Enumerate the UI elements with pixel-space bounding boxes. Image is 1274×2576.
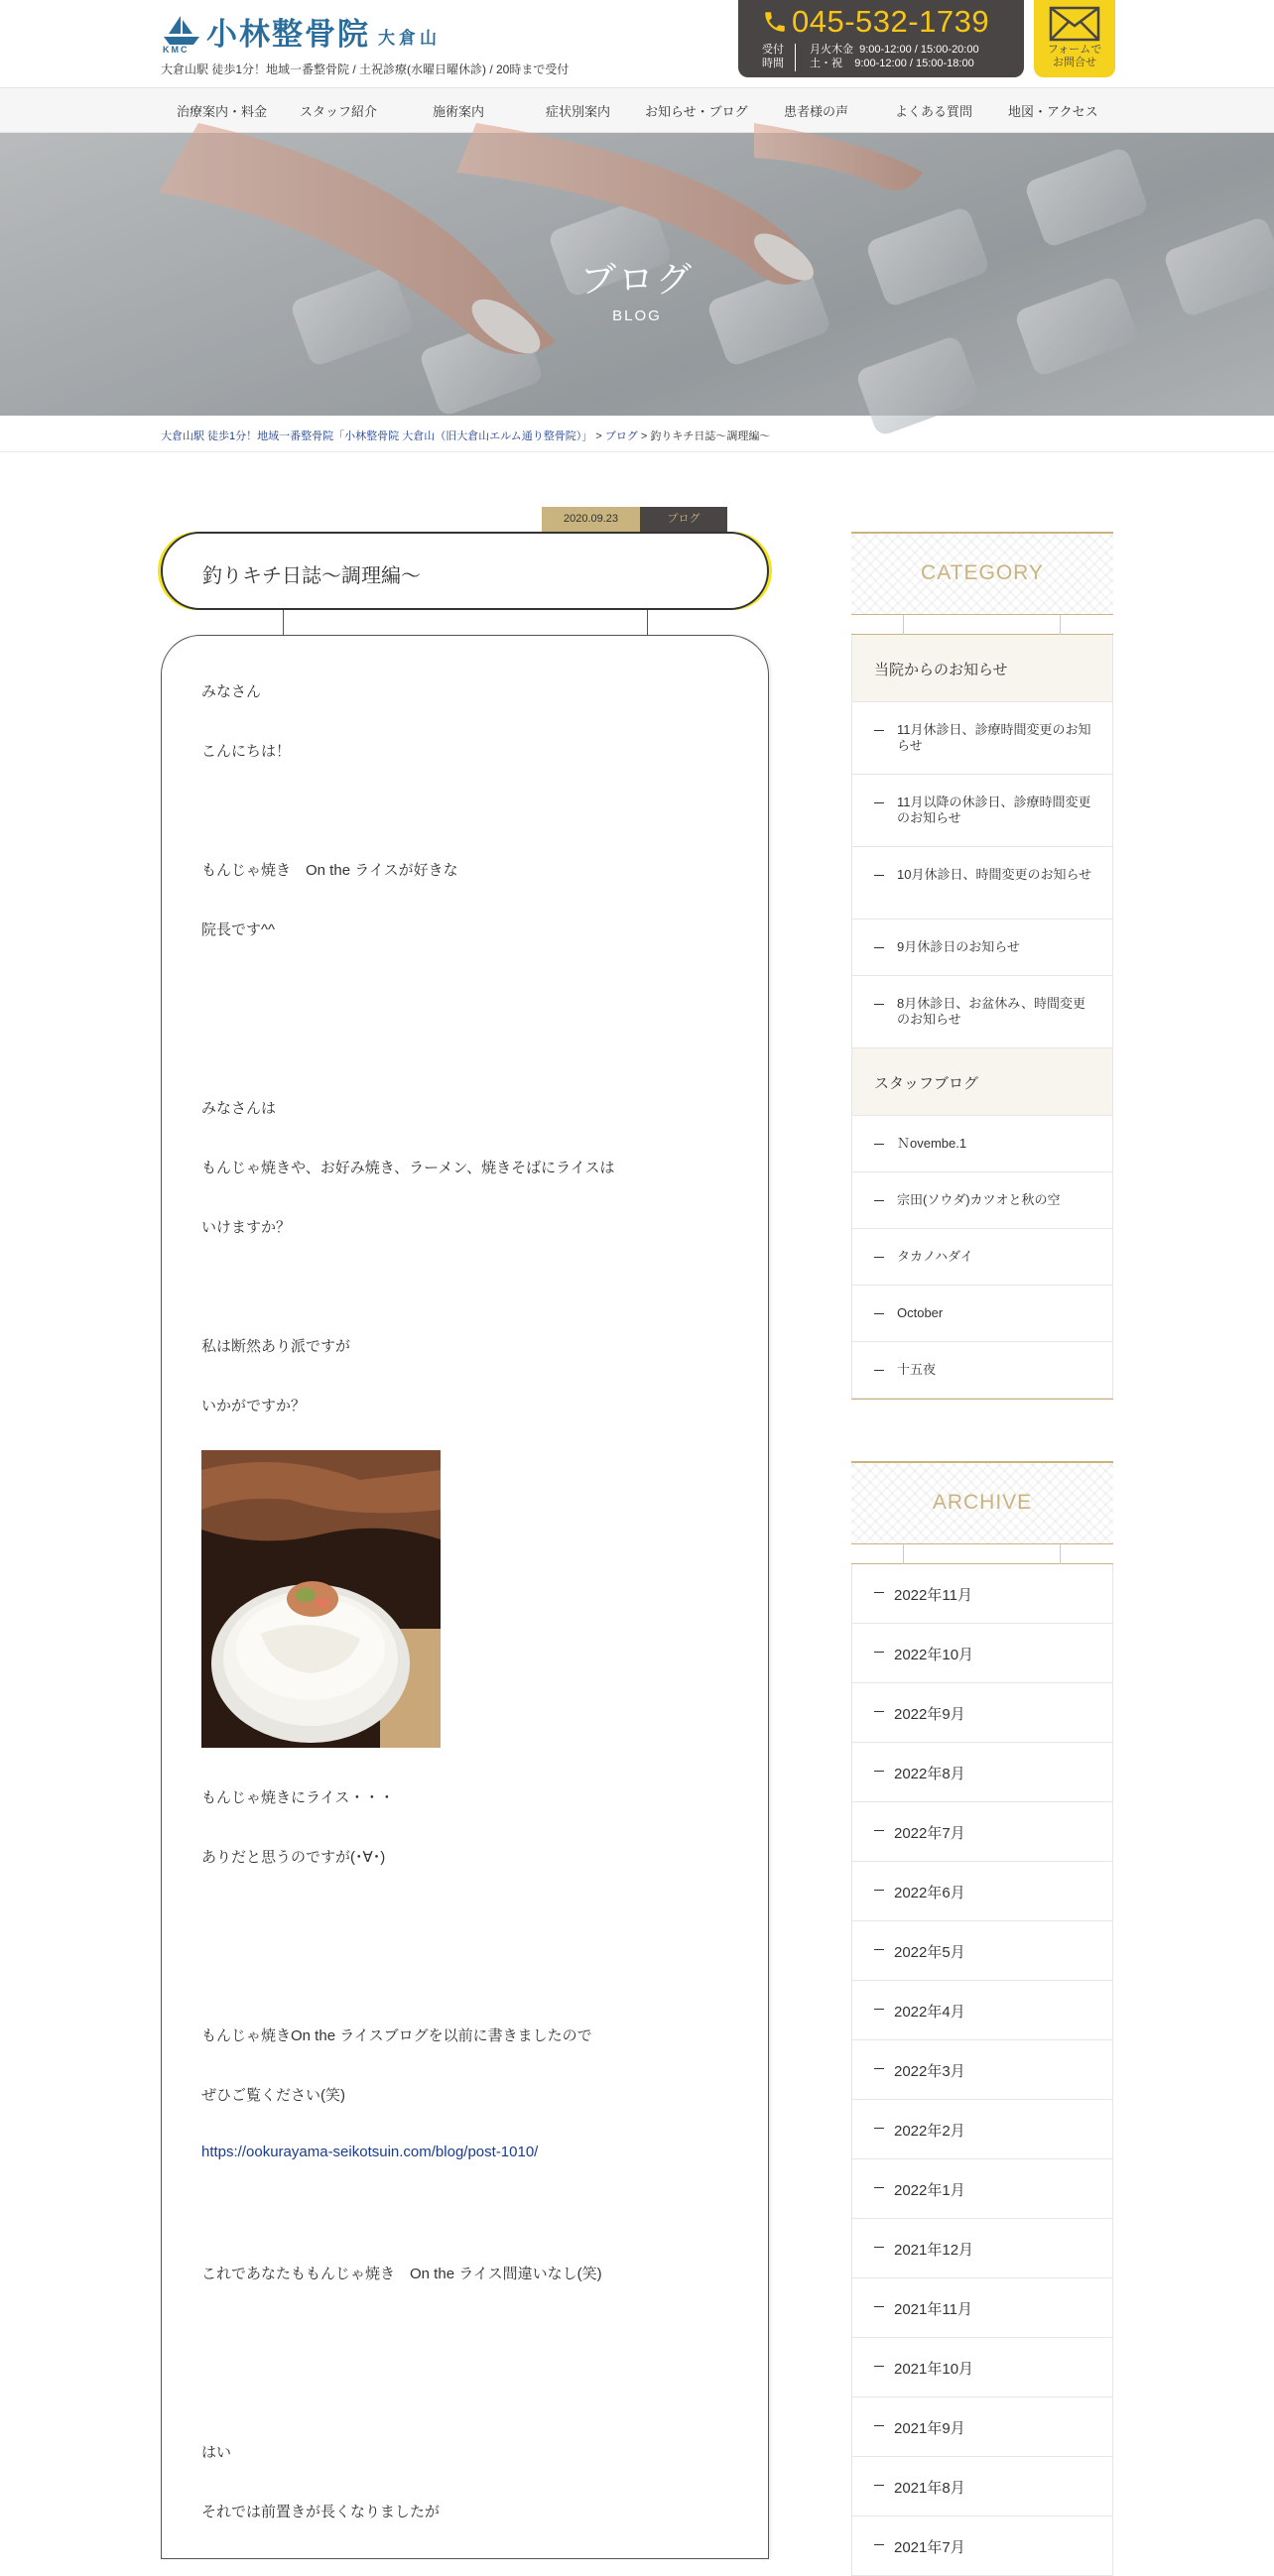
- archive-month-item[interactable]: [851, 2278, 1113, 2338]
- archive-month-label: 2021年8月: [894, 2480, 965, 2497]
- post-paragraph: 私は断然あり派ですが: [201, 1338, 351, 1355]
- archive-month-label: 2021年10月: [894, 2361, 974, 2378]
- archive-heading-underline: [851, 1544, 1113, 1564]
- category-post-item[interactable]: [851, 1342, 1113, 1399]
- phone-icon: [762, 9, 788, 35]
- archive-month-label: 2021年12月: [894, 2242, 974, 2259]
- archive-month-label: 2021年11月: [894, 2301, 972, 2318]
- category-post-item[interactable]: [851, 1229, 1113, 1286]
- category-post-title: Ｎovembe.1: [897, 1136, 967, 1151]
- title-connector-right: [647, 610, 648, 636]
- post-blog-link[interactable]: https://ookurayama-seikotsuin.com/blog/post-1010/: [201, 2144, 539, 2160]
- hours-label-2: 時間: [762, 58, 784, 69]
- hours-weekend: 土・祝 9:00-12:00 / 15:00-18:00: [810, 58, 974, 69]
- archive-month-item[interactable]: [851, 1743, 1113, 1802]
- archive-heading-box: [851, 1461, 1113, 1544]
- post-paragraph: ありだと思うのですが(･∀･): [201, 1849, 386, 1866]
- mail-icon: [1049, 6, 1100, 42]
- archive-month-label: 2021年9月: [894, 2420, 965, 2437]
- category-group-label: 当院からのお知らせ: [874, 662, 1008, 678]
- nav-item-symptoms[interactable]: 症状別案内: [546, 104, 611, 119]
- category-post-title: 10月休診日、時間変更のお知らせ: [897, 867, 1092, 882]
- form-label-2: お問合せ: [1053, 57, 1096, 68]
- logo-name: 小林整骨院: [206, 17, 370, 52]
- hours-label: [760, 43, 786, 70]
- phone-number: 045-532-1739: [792, 4, 990, 39]
- nav-item-staff[interactable]: スタッフ紹介: [300, 104, 378, 119]
- post-body: [161, 635, 769, 2559]
- category-post-item[interactable]: [851, 775, 1113, 847]
- archive-month-item[interactable]: [851, 2516, 1113, 2576]
- category-heading: CATEGORY: [921, 561, 1044, 584]
- archive-month-item[interactable]: [851, 2457, 1113, 2516]
- archive-month-label: 2022年4月: [894, 2004, 965, 2021]
- archive-month-item[interactable]: [851, 1981, 1113, 2040]
- archive-month-label: 2022年11月: [894, 1587, 972, 1604]
- post-paragraph: みなさん: [201, 683, 262, 700]
- archive-month-label: 2022年9月: [894, 1706, 965, 1723]
- category-post-title: 宗田(ソウダ)カツオと秋の空: [897, 1192, 1061, 1207]
- category-post-item[interactable]: [851, 976, 1113, 1048]
- category-group-clinic-news[interactable]: [851, 635, 1113, 702]
- archive-month-label: 2022年1月: [894, 2182, 965, 2199]
- category-post-item[interactable]: [851, 702, 1113, 775]
- archive-month-item[interactable]: [851, 1921, 1113, 1981]
- archive-month-label: 2022年7月: [894, 1825, 965, 1842]
- post-paragraph: もんじゃ焼き On the ライスが好きな: [201, 862, 458, 879]
- archive-heading: ARCHIVE: [932, 1491, 1033, 1514]
- post-paragraph: みなさんは: [201, 1100, 277, 1117]
- breadcrumb-divider: [0, 451, 1274, 452]
- category-group-label: スタッフブログ: [874, 1075, 979, 1092]
- category-post-title: 十五夜: [897, 1362, 937, 1377]
- archive-month-item[interactable]: [851, 1802, 1113, 1862]
- archive-month-label: 2022年8月: [894, 1766, 965, 1782]
- post-category[interactable]: ブログ: [640, 507, 727, 532]
- post-paragraph: こんにちは！: [201, 743, 292, 760]
- archive-month-item[interactable]: [851, 1624, 1113, 1683]
- page-subtitle: BLOG: [612, 307, 662, 324]
- site-logo[interactable]: [161, 12, 441, 54]
- archive-month-label: 2022年6月: [894, 1885, 965, 1901]
- post-title: 釣りキチ日誌～調理編～: [202, 565, 421, 587]
- post-paragraph: それでは前置きが長くなりましたが: [201, 2504, 441, 2520]
- hours-weekday: 月火木金 9:00-12:00 / 15:00-20:00: [810, 44, 979, 56]
- breadcrumb-blog[interactable]: ブログ: [604, 430, 638, 442]
- category-post-title: 11月休診日、診療時間変更のお知らせ: [897, 722, 1091, 753]
- phone-contact-box[interactable]: [738, 0, 1024, 77]
- archive-month-item[interactable]: [851, 1683, 1113, 1743]
- nav-item-news-blog[interactable]: お知らせ・ブログ: [645, 104, 748, 119]
- archive-month-label: 2022年3月: [894, 2063, 965, 2080]
- category-group-staff-blog[interactable]: [851, 1048, 1113, 1116]
- breadcrumb-current: 釣りキチ日誌～調理編～: [650, 430, 771, 442]
- post-paragraph: はい: [201, 2444, 232, 2461]
- post-paragraph: ぜひご覧ください(笑): [201, 2087, 345, 2104]
- nav-item-treatment[interactable]: 治療案内・料金: [177, 104, 268, 119]
- archive-month-label: 2022年10月: [894, 1647, 974, 1663]
- breadcrumb-separator: >: [595, 430, 605, 442]
- category-heading-box: [851, 532, 1113, 615]
- archive-month-item[interactable]: [851, 2338, 1113, 2397]
- archive-month-item[interactable]: [851, 2397, 1113, 2457]
- contact-form-button[interactable]: [1034, 0, 1115, 77]
- category-post-item[interactable]: [851, 1116, 1113, 1172]
- category-post-title: 8月休診日、お盆休み、時間変更のお知らせ: [897, 996, 1086, 1027]
- phone-number-link[interactable]: [762, 4, 989, 40]
- archive-month-item[interactable]: [851, 2159, 1113, 2219]
- breadcrumb: [161, 428, 770, 443]
- category-post-title: October: [897, 1305, 944, 1320]
- breadcrumb-separator: >: [640, 430, 651, 442]
- nav-item-services[interactable]: 施術案内: [433, 104, 485, 119]
- monjayaki-rice-photo: [201, 1450, 441, 1748]
- title-connector-left: [283, 610, 284, 636]
- archive-month-item[interactable]: [851, 1564, 1113, 1624]
- category-bottom-rule: [851, 1399, 1113, 1400]
- archive-month-item[interactable]: [851, 2219, 1113, 2278]
- sidebar-archive: [851, 1461, 1113, 2576]
- category-heading-underline: [851, 615, 1113, 635]
- archive-month-item[interactable]: [851, 2100, 1113, 2159]
- logo-location: 大倉山: [378, 29, 441, 48]
- archive-month-label: 2021年7月: [894, 2539, 965, 2556]
- sidebar-category: [851, 532, 1113, 1400]
- category-post-title: タカノハダイ: [897, 1249, 973, 1264]
- category-post-title: 11月以降の休診日、診療時間変更のお知らせ: [897, 795, 1091, 825]
- nav-item-testimonials[interactable]: 患者様の声: [784, 104, 849, 119]
- archive-month-item[interactable]: [851, 2040, 1113, 2100]
- hours-divider: [795, 44, 796, 71]
- site-header: [0, 0, 1274, 87]
- category-post-item[interactable]: [851, 847, 1113, 920]
- post-paragraph: 院長です^^: [201, 921, 276, 938]
- category-post-item[interactable]: [851, 1172, 1113, 1229]
- category-post-item[interactable]: [851, 920, 1113, 976]
- post-date: 2020.09.23: [542, 507, 640, 532]
- nav-item-access[interactable]: 地図・アクセス: [1008, 104, 1098, 119]
- post-paragraph: いけますか？: [201, 1219, 292, 1236]
- breadcrumb-home[interactable]: 大倉山駅 徒歩1分！地域一番整骨院「小林整骨院 大倉山（旧大倉山エルム通り整骨院）」: [161, 430, 593, 442]
- page-title: ブログ: [579, 259, 694, 300]
- archive-month-label: 2022年5月: [894, 1944, 965, 1961]
- hours-label-1: 受付: [762, 44, 784, 56]
- post-paragraph: もんじゃ焼きにライス・・・: [201, 1789, 395, 1806]
- post-paragraph: いかがですか？: [201, 1398, 307, 1414]
- form-label-1: フォームで: [1047, 44, 1102, 56]
- global-nav: [0, 87, 1274, 133]
- nav-item-faq[interactable]: よくある質問: [895, 104, 973, 119]
- post-paragraph: もんじゃ焼きや、お好み焼き、ラーメン、焼きそばにライスは: [201, 1160, 615, 1176]
- hero-banner: [0, 133, 1274, 416]
- post-paragraph: これであなたももんじゃ焼き On the ライス間違いなし(笑): [201, 2266, 602, 2282]
- post-title-box: [161, 532, 769, 610]
- site-tagline: 大倉山駅 徒歩1分！地域一番整骨院 / 土祝診療(水曜日曜休診) / 20時まで受付: [161, 62, 570, 76]
- post-paragraph: もんじゃ焼きOn the ライスブログを以前に書きましたので: [201, 2027, 592, 2044]
- logo-abbr: KMC: [163, 45, 190, 55]
- archive-month-label: 2022年2月: [894, 2123, 965, 2140]
- business-hours: [810, 43, 979, 70]
- archive-month-item[interactable]: [851, 1862, 1113, 1921]
- category-post-item[interactable]: [851, 1286, 1113, 1342]
- ship-logo-icon: [161, 12, 202, 54]
- category-post-title: 9月休診日のお知らせ: [897, 939, 1020, 954]
